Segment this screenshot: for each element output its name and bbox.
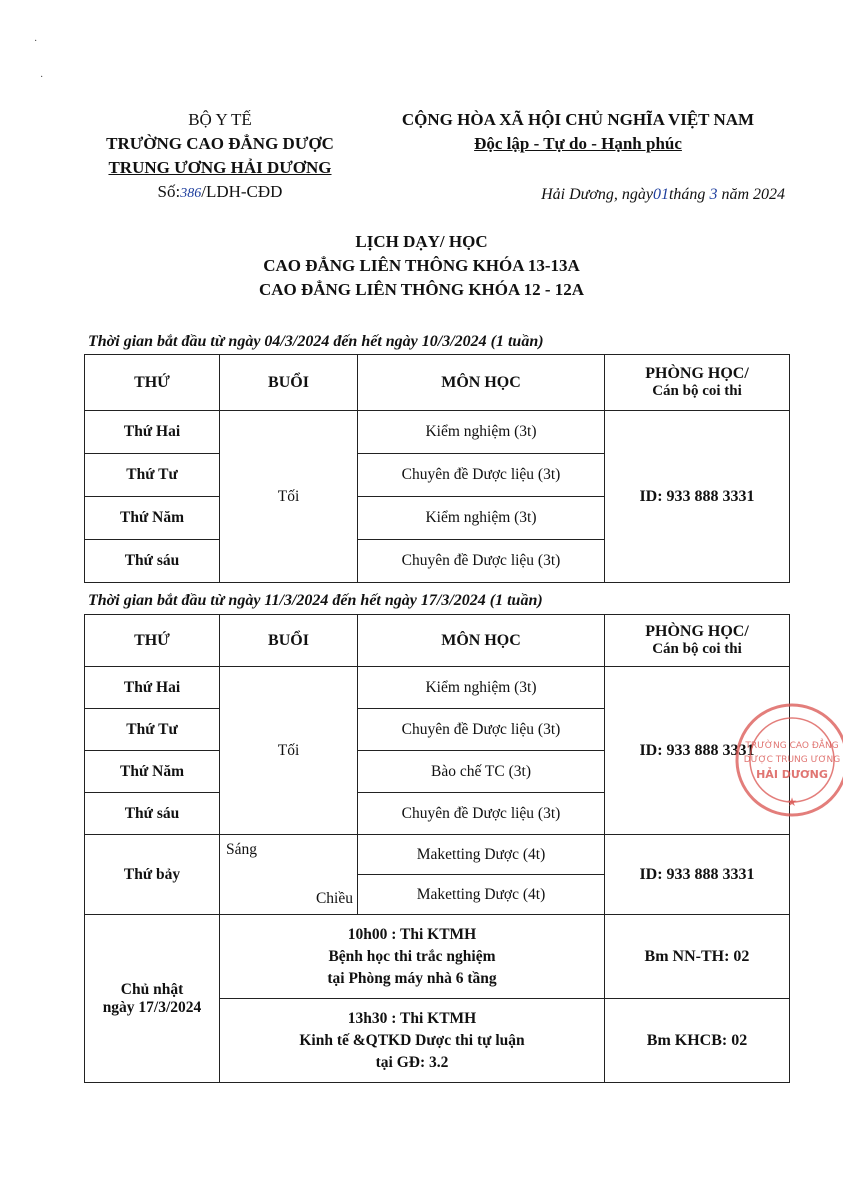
table-row: Thứ Tư Chuyên đề Dược liệu (3t) — [85, 709, 790, 751]
week1-period: Thời gian bắt đầu từ ngày 04/3/2024 đến hết ngày 10/3/2024 (1 tuần) — [88, 333, 544, 350]
exam-1: 10h00 : Thi KTMH Bệnh học thi trắc nghiệm tại Phòng máy nhà 6 tầng — [220, 915, 605, 999]
table-row: Thứ sáu Chuyên đề Dược liệu (3t) — [85, 540, 790, 583]
col-session: BUỔI — [220, 355, 358, 411]
handwritten-number: 386 — [180, 186, 202, 201]
week2-table — [84, 614, 790, 1083]
table-row: Thứ Tư Chuyên đề Dược liệu (3t) — [85, 454, 790, 497]
school-name-line2: TRUNG ƯƠNG HẢI DƯƠNG — [108, 158, 332, 177]
session-cell: Tối — [220, 667, 358, 835]
table-row: Thứ Năm Kiểm nghiệm (3t) — [85, 497, 790, 540]
table-row: Thứ bảy Sáng Maketting Dược (4t) ID: 933 888 3331 — [85, 835, 790, 875]
school-name-line1: TRƯỜNG CAO ĐẲNG DƯỢC — [106, 134, 334, 153]
sunday-cell: Chủ nhật ngày 17/3/2024 — [85, 915, 220, 1083]
document-number: Số:386/LDH-CĐD — [157, 182, 283, 201]
seal-text: HẢI DƯƠNG — [756, 768, 828, 781]
room-cell: ID: 933 888 3331 — [605, 667, 790, 835]
table-header-row — [85, 355, 790, 411]
table-row: Thứ Hai Tối Kiểm nghiệm (3t) ID: 933 888 3331 — [85, 411, 790, 454]
national-motto: Độc lập - Tự do - Hạnh phúc — [474, 134, 682, 153]
handwritten-month: 3 — [709, 186, 718, 203]
col-subject: MÔN HỌC — [358, 615, 605, 667]
morning-session: Sáng — [220, 835, 358, 875]
exam-2-room: Bm KHCB: 02 — [605, 999, 790, 1083]
exam-1-room: Bm NN-TH: 02 — [605, 915, 790, 999]
room-cell: ID: 933 888 3331 — [605, 835, 790, 915]
room-cell: ID: 933 888 3331 — [605, 411, 790, 583]
col-subject: MÔN HỌC — [358, 355, 605, 411]
table-row: Chiều Maketting Dược (4t) — [85, 875, 790, 915]
issue-date: Hải Dương, ngày01tháng 3 năm 2024 — [541, 186, 785, 203]
school-seal-stamp — [732, 700, 843, 820]
col-session: BUỔI — [220, 615, 358, 667]
col-day: THỨ — [85, 615, 220, 667]
country-name: CỘNG HÒA XÃ HỘI CHỦ NGHĨA VIỆT NAM — [401, 110, 755, 129]
table-header-row — [85, 615, 790, 667]
col-day: THỨ — [85, 355, 220, 411]
col-room: PHÒNG HỌC/ Cán bộ coi thi — [605, 355, 790, 411]
exam-2: 13h30 : Thi KTMH Kinh tế &QTKD Dược thi tự luận tại GĐ: 3.2 — [220, 999, 605, 1083]
national-heading — [368, 108, 788, 156]
scan-mark: · — [40, 72, 44, 83]
scan-mark: · — [34, 36, 38, 47]
table-row: Thứ Năm Bào chế TC (3t) — [85, 751, 790, 793]
seal-text: TRƯỜNG CAO ĐẲNG — [745, 741, 839, 751]
afternoon-session: Chiều — [220, 875, 358, 915]
col-room: PHÒNG HỌC/ Cán bộ coi thi — [605, 615, 790, 667]
seal-text: DƯỢC TRUNG ƯƠNG — [743, 755, 841, 765]
handwritten-day: 01 — [652, 186, 669, 203]
table-row — [85, 915, 790, 999]
seal-star-icon: ★ — [786, 795, 798, 809]
week2-period: Thời gian bắt đầu từ ngày 11/3/2024 đến hết ngày 17/3/2024 (1 tuần) — [88, 592, 543, 609]
table-row: Thứ Hai Tối Kiểm nghiệm (3t) ID: 933 888 3331 — [85, 667, 790, 709]
table-row: Thứ sáu Chuyên đề Dược liệu (3t) — [85, 793, 790, 835]
ministry-name: BỘ Y TẾ — [188, 110, 252, 129]
session-cell: Tối — [220, 411, 358, 583]
issuer-block — [60, 108, 380, 206]
week1-table — [84, 354, 790, 583]
document-title: LỊCH DẠY/ HỌC CAO ĐẲNG LIÊN THÔNG KHÓA 13-13A CAO ĐẲNG LIÊN THÔNG KHÓA 12 - 12A — [258, 232, 585, 299]
